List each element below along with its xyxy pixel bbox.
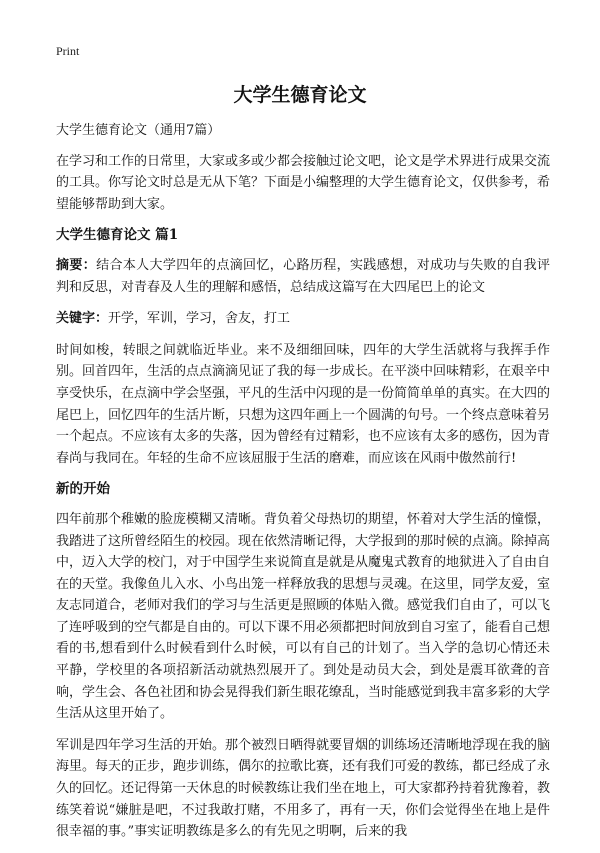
keywords-text: 开学，军训，学习，舍友，打工 <box>108 311 291 327</box>
print-link[interactable]: Print <box>56 44 80 58</box>
keywords-label: 关键字： <box>56 311 109 327</box>
intro-paragraph: 在学习和工作的日常里，大家或多或少都会接触过论文吧，论文是学术界进行成果交流的工具。你写论文时总是无从下笔？下面是小编整理的大学生德育论文，仅供参考，希望能够帮助到大家。 <box>56 153 551 212</box>
document-title: 大学生德育论文 <box>233 84 367 106</box>
section-heading-2: 新的开始 <box>56 481 110 498</box>
document-subtitle: 大学生德育论文（通用7篇） <box>56 123 221 138</box>
body-paragraph-3: 军训是四年学习生活的开始。那个被烈日晒得就要冒烟的训练场还清晰地浮现在我的脑海里。每天的正步，跑步训练，偶尔的拉歌比赛，还有我们可爱的教练，都已经成了永久的回忆。还记得第一天休息的时候教练让我们坐在地上，可大家都矜持着犹豫着，教练笑着说“嫌脏是吧，不过我敢打赌，不用多了，再有一天，你们会觉得坐在地上是件很幸福的事。”事实证明教练是多么的有先见之明啊，后来的我 <box>56 737 551 840</box>
section-heading-1: 大学生德育论文 篇1 <box>56 227 179 244</box>
body-paragraph-2: 四年前那个稚嫩的脸庞模糊又清晰。背负着父母热切的期望，怀着对大学生活的憧憬，我踏进了这所曾经陌生的校园。现在依然清晰记得，大学报到的那时候的点滴。除掉高中，迈入大学的校门，对于中国学生来说简直是就是从魔鬼式教育的地狱进入了自由自在的天堂。我像鱼儿入水、小鸟出笼一样释放我的思想与灵魂。在这里，同学友爱，室友志同道合，老师对我们的学习与生活更是照顾的体贴入微。感觉我们自由了，可以飞了连呼吸到的空气都是自由的。可以下课不用必须都把时间放到自习室了，能看自己想看的书,想看到什么时候看到什么时候，可以有自己的计划了。当入学的急切心情还未平静，学校里的各项招新活动就热烈展开了。到处是动员大会，到处是震耳欲聋的音响，学生会、各色社团和协会晃得我们新生眼花缭乱，当时能感觉到我丰富多彩的大学生活从这里开始了。 <box>56 511 551 722</box>
keywords-paragraph <box>56 308 550 330</box>
abstract-text: 结合本人大学四年的点滴回忆，心路历程，实践感想，对成功与失败的自我评判和反思，对青春及人生的理解和感悟，总结成这篇写在大四尾巴上的论文 <box>56 257 550 295</box>
body-paragraph-1: 时间如梭，转眼之间就临近毕业。来不及细细回味，四年的大学生活就将与我挥手作别。回首四年，生活的点点滴滴见证了我的每一步成长。在平淡中回味精彩，在艰辛中享受快乐，在点滴中学会坚强，平凡的生活中闪现的是一份简简单单的真实。在大四的尾巴上，回忆四年的生活片断，只想为这四年画上一个圆满的句号。一个终点意味着另一个起点。不应该有太多的失落，因为曾经有过精彩，也不应该有太多的感伤，因为青春尚与我同在。年轻的生命不应该屈服于生活的磨难，而应该在风雨中傲然前行! <box>56 342 551 466</box>
abstract-paragraph <box>56 255 550 298</box>
abstract-label: 摘要： <box>56 257 97 273</box>
document-body <box>56 120 550 853</box>
